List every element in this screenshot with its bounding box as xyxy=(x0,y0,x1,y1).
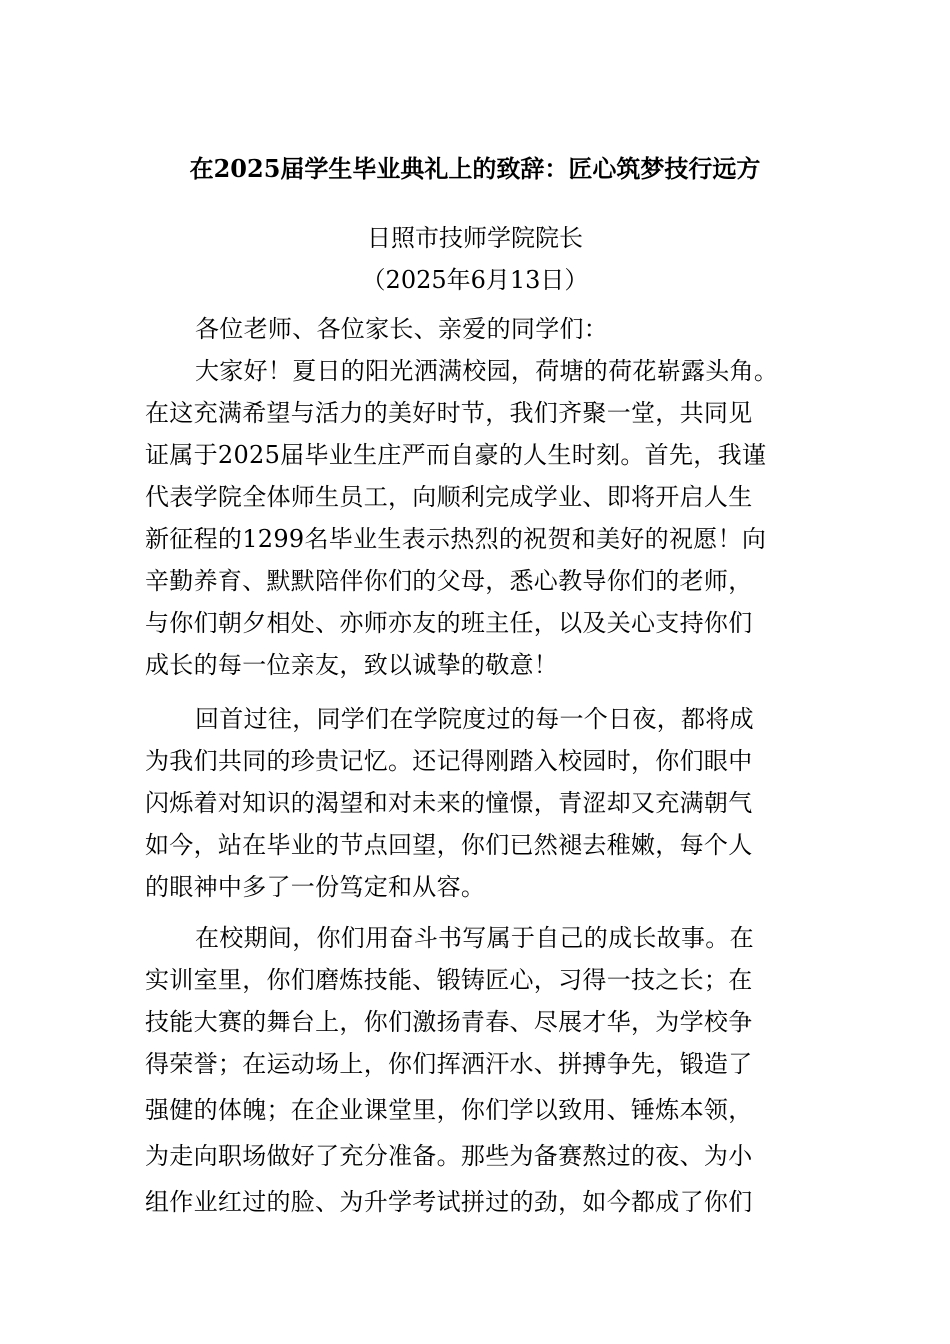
body-line: 在这充满希望与活力的美好时节，我们齐聚一堂，共同见 xyxy=(145,399,753,427)
document-title: 在2025届学生毕业典礼上的致辞：匠心筑梦技行远方 xyxy=(189,154,761,183)
body-line: 得荣誉；在运动场上，你们挥洒汗水、拼搏争先，锻造了 xyxy=(145,1050,753,1078)
document-date: （2025年6月13日） xyxy=(361,266,589,294)
body-line: 为走向职场做好了充分准备。那些为备赛熬过的夜、为小 xyxy=(145,1142,753,1170)
body-line: 证属于2025届毕业生庄严而自豪的人生时刻。首先，我谨 xyxy=(145,441,767,469)
body-line: 实训室里，你们磨炼技能、锻铸匠心，习得一技之长；在 xyxy=(145,966,753,994)
body-line: 成长的每一位亲友，致以诚挚的敬意！ xyxy=(145,651,559,679)
body-line: 代表学院全体师生员工，向顺利完成学业、即将开启人生 xyxy=(145,483,753,511)
body-line: 辛勤养育、默默陪伴你们的父母，悉心教导你们的老师， xyxy=(145,567,753,595)
body-line: 回首过往，同学们在学院度过的每一个日夜，都将成 xyxy=(195,705,754,733)
body-line: 如今，站在毕业的节点回望，你们已然褪去稚嫩，每个人 xyxy=(145,831,753,859)
body-line: 闪烁着对知识的渴望和对未来的憧憬，青涩却又充满朝气 xyxy=(145,789,753,817)
salutation-line: 各位老师、各位家长、亲爱的同学们： xyxy=(195,315,609,343)
body-line: 的眼神中多了一份笃定和从容。 xyxy=(145,873,486,901)
body-line: 新征程的1299名毕业生表示热烈的祝贺和美好的祝愿！向 xyxy=(145,525,767,553)
body-line: 组作业红过的脸、为升学考试拼过的劲，如今都成了你们 xyxy=(145,1188,753,1216)
body-line: 技能大赛的舞台上，你们激扬青春、尽展才华，为学校争 xyxy=(145,1008,753,1036)
body-line: 为我们共同的珍贵记忆。还记得刚踏入校园时，你们眼中 xyxy=(145,747,753,775)
body-line: 与你们朝夕相处、亦师亦友的班主任，以及关心支持你们 xyxy=(145,609,753,637)
document-author: 日照市技师学院院长 xyxy=(367,224,583,252)
body-line: 强健的体魄；在企业课堂里，你们学以致用、锤炼本领， xyxy=(145,1096,753,1124)
body-line: 大家好！夏日的阳光洒满校园，荷塘的荷花崭露头角。 xyxy=(195,357,779,385)
body-line: 在校期间，你们用奋斗书写属于自己的成长故事。在 xyxy=(195,924,754,952)
